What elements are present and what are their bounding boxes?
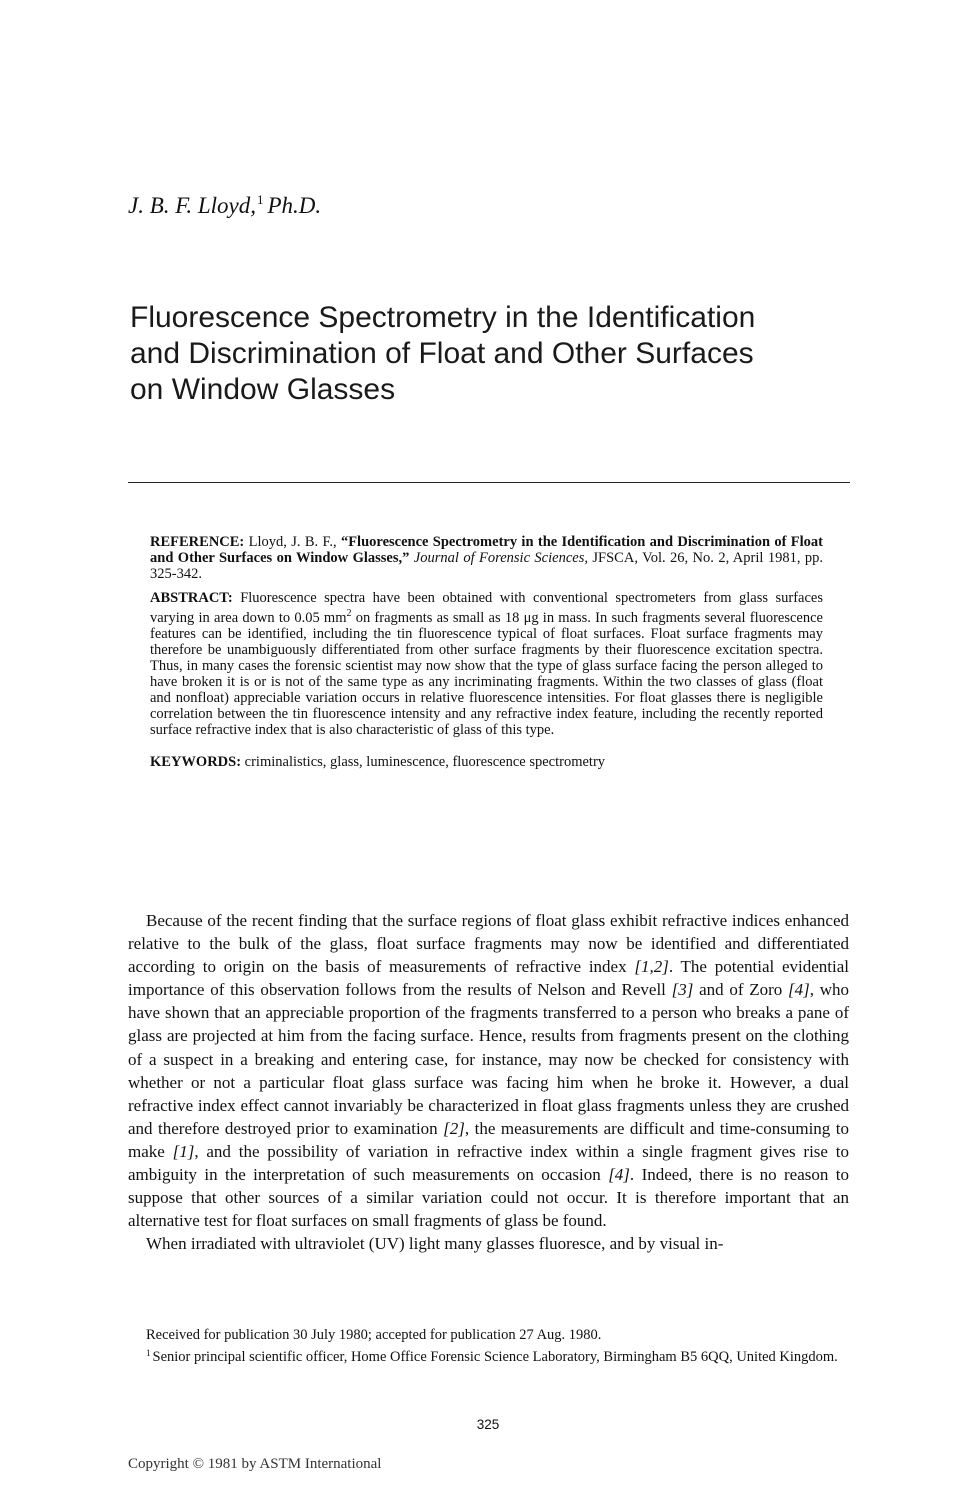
body-text-run: Because of the recent finding that the surface regions of float glass exhibit refractive indices enhanced relative to the bulk of the glass, float surface fragments may now be identified and differentiated according to origin on the basis of measurements of refractive index [128,911,849,977]
footnotes [128,1327,849,1366]
body-text [128,909,849,1255]
reference-label: REFERENCE: [150,534,245,550]
citation[interactable]: [4] [788,980,810,1000]
abstract-text-pre: Fluorescence spectra have been obtained with conventional spectrometers from glass surfaces varying in area down to 0.05 mm [150,590,823,626]
footnote-1-mark: 1 [146,1347,151,1358]
body-text-run: and of Zoro [693,980,789,1000]
abstract-text-post: on fragments as small as 18 μg in mass. In such fragments several fluorescence features can be identified, including the tin fluorescence typical of float surfaces. Float surface fragments may therefore be unambiguously differentiated from other surface fragments by their fluorescence excitation spectra. Thus, in many cases the forensic scientist may now show that the type of glass surface facing the person alleged to have broken it is or is not of the same type as any incriminating fragments. Within the two classes of glass (float and nonfloat) appreciable variation occurs in relative fluorescence intensities. For float glasses there is negligible correlation between the tin fluorescence intensity and any refractive index feature, including the recently reported surface refractive index that is also characteristic of glass of this type. [150,609,823,738]
keywords-paragraph [150,754,823,770]
page-number: 325 [476,1417,500,1432]
front-matter [150,534,823,770]
title-line-1: Fluorescence Spectrometry in the Identification [130,301,756,334]
body-text-run: . The potential evidential importance of this observation follows from the results of Nelson and Revell [128,957,849,1000]
footnote-received: Received for publication 30 July 1980; accepted for publication 27 Aug. 1980. [146,1327,602,1343]
reference-journal: Journal of Forensic Sciences, [413,550,588,566]
title-line-3: on Window Glasses [130,373,396,406]
copyright-notice: Copyright © 1981 by ASTM International [128,1456,382,1472]
citation[interactable]: [1,2] [634,957,669,977]
body-paragraph-1 [128,909,849,1232]
footnote-1-text: Senior principal scientific officer, Home Office Forensic Science Laboratory, Birmingham B5 6QQ, United Kingdom. [152,1348,838,1365]
author-degree: Ph.D. [267,193,322,218]
body-text-run: , the measurements are difficult and time-consuming to make [128,1118,849,1161]
author-name: J. B. F. Lloyd, [128,193,256,218]
body-text-run: , and the possibility of variation in refractive index within a single fragment gives rise to ambiguity in the interpretation of such measurements on occasion [128,1141,849,1185]
reference-details: JFSCA, Vol. 26, No. 2, April 1981, pp. 325-342. [150,550,824,582]
keywords-label: KEYWORDS: [150,753,242,770]
author-footnote-mark: 1 [256,192,264,207]
keywords-text: criminalistics, glass, luminescence, fluorescence spectrometry [241,753,606,770]
citation[interactable]: [3] [671,980,694,1000]
abstract-label: ABSTRACT: [150,590,233,606]
reference-article-title: “Fluorescence Spectrometry in the Identification and Discrimination of Float and Other Surfaces on Window Glasses,” [150,534,823,566]
abstract-superscript: 2 [346,608,352,619]
citation[interactable]: [4] [608,1165,630,1185]
body-paragraph-2: When irradiated with ultraviolet (UV) light many glasses fluoresce, and by visual in- [146,1234,724,1254]
body-text-run: , who have shown that an appreciable proportion of the fragments transferred to a person who breaks a pane of glass are projected at him from the facing surface. Hence, results from fragments present on the clothing of a suspect in a breaking and entering case, for instance, may now be checked for consistency with whether or not a particular float glass surface was facing him when he broke it. However, a dual refractive index effect cannot invariably be characterized in float glass fragments unless they are crushed and therefore destroyed prior to examination [128,980,849,1138]
abstract-paragraph [150,590,823,738]
title-line-2: and Discrimination of Float and Other Surfaces [130,337,754,370]
citation[interactable]: [2] [443,1118,465,1138]
author-line [128,192,321,219]
paper-title [130,300,850,408]
reference-authors: Lloyd, J. B. F., [244,534,341,550]
citation[interactable]: [1] [172,1141,195,1161]
reference-paragraph [150,534,823,582]
footnote-1 [128,1345,849,1367]
body-text-run: . Indeed, there is no reason to suppose that other sources of a similar variation could not occur. It is therefore important that an alternative test for float surfaces on small fragments of glass be found. [128,1165,849,1231]
title-divider [128,482,850,483]
